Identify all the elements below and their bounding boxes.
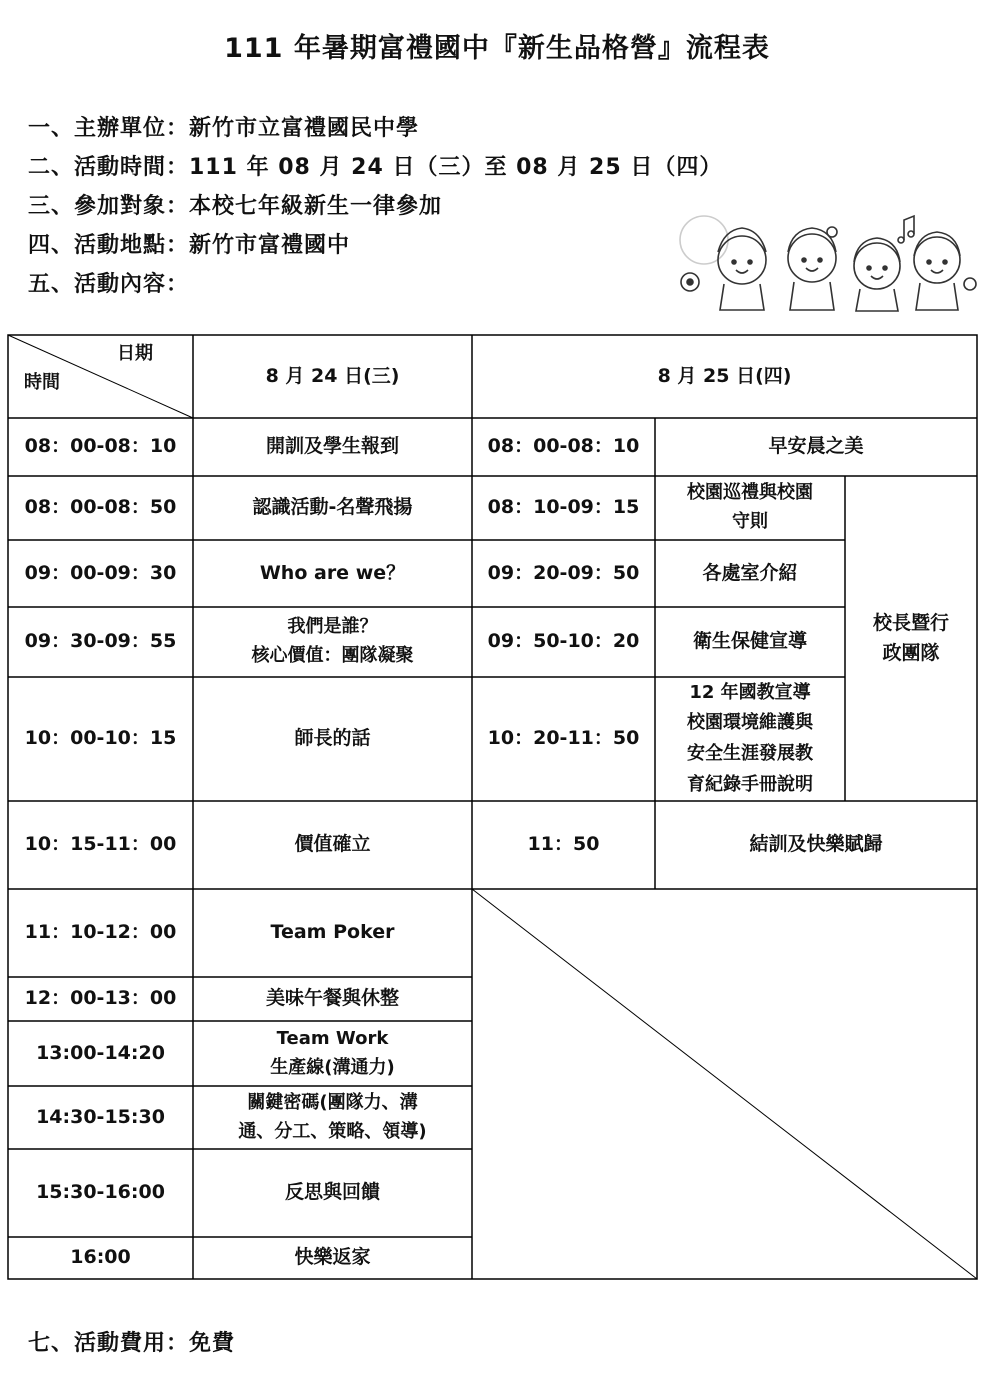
day2-activity: 各處室介紹 (702, 561, 798, 584)
day1-time: 11：10-12：00 (24, 921, 177, 944)
day1-time: 15:30-16:00 (36, 1181, 165, 1204)
day2-activity (655, 677, 845, 801)
info-organizer: 一、主辦單位：新竹市立富禮國民中學 (28, 116, 420, 141)
day2-time: 08：00-08：10 (487, 435, 640, 458)
info-participants: 三、參加對象：本校七年級新生一律參加 (28, 194, 443, 219)
info-date: 二、活動時間：111 年 08 月 24 日（三）至 08 月 25 日（四） (28, 155, 723, 180)
day2-time: 10：20-11：50 (487, 727, 640, 750)
activity-line: 安全生涯發展教 (687, 743, 813, 764)
day2-header: 8 月 25 日(四) (657, 364, 792, 387)
activity-line: 校園巡禮與校園 (687, 482, 813, 504)
activity-line: Team Work (276, 1027, 389, 1049)
day1-time: 12：00-13：00 (24, 987, 177, 1010)
day1-activity: 快樂返家 (294, 1246, 371, 1269)
host-line: 政團隊 (882, 641, 940, 664)
day2-activity: 早安晨之美 (768, 435, 864, 458)
activity-line: 生產線(溝通力) (270, 1056, 395, 1078)
activity-line: 關鍵密碼(團隊力、溝 (247, 1091, 418, 1113)
day1-time: 10：00-10：15 (24, 727, 177, 750)
activity-line: 校園環境維護與 (687, 712, 813, 734)
corner-time-label: 時間 (24, 372, 60, 394)
day2-activity: 結訓及快樂賦歸 (749, 833, 883, 856)
activity-line: 守則 (732, 511, 768, 532)
info-fee: 七、活動費用：免費 (28, 1331, 236, 1356)
day1-activity: 價值確立 (294, 833, 371, 856)
day1-activity (193, 1021, 472, 1086)
day2-time: 09：20-09：50 (487, 561, 640, 584)
day1-activity: 反思與回饋 (284, 1181, 380, 1204)
host-team-cell (845, 476, 977, 801)
day1-time: 09：00-09：30 (24, 561, 177, 584)
day1-activity (193, 1086, 472, 1149)
page-title: 111 年暑期富禮國中『新生品格營』流程表 (224, 33, 770, 64)
host-line: 校長暨行 (872, 612, 949, 635)
day2-time: 11：50 (527, 833, 600, 856)
activity-line: 育紀錄手冊說明 (687, 773, 813, 795)
day2-time: 09：50-10：20 (487, 630, 640, 653)
day2-activity (655, 476, 845, 540)
corner-date-label: 日期 (117, 343, 153, 365)
day1-time: 08：00-08：50 (24, 496, 177, 519)
day1-activity (193, 607, 472, 677)
day1-time: 09：30-09：55 (24, 630, 177, 653)
day2-time: 08：10-09：15 (487, 496, 640, 519)
activity-line: 12 年國教宣導 (689, 681, 811, 703)
info-location: 四、活動地點：新竹市富禮國中 (28, 233, 351, 258)
day1-time: 13:00-14:20 (36, 1041, 165, 1064)
day1-activity: 認識活動-名聲飛揚 (252, 496, 413, 519)
day1-activity: 開訓及學生報到 (265, 435, 399, 458)
day1-time: 08：00-08：10 (24, 435, 177, 458)
day1-time: 16:00 (70, 1246, 131, 1269)
day2-activity: 衛生保健宣導 (692, 630, 807, 653)
day1-activity: 美味午餐與休整 (265, 987, 399, 1010)
day1-activity: Team Poker (270, 921, 395, 944)
day1-time: 14:30-15:30 (36, 1105, 165, 1128)
activity-line: 我們是誰？ (287, 616, 378, 638)
day1-activity: Who are we？ (259, 561, 406, 584)
day1-header: 8 月 24 日(三) (265, 364, 400, 387)
activity-line: 通、分工、策略、領導) (238, 1120, 427, 1142)
day1-time: 10：15-11：00 (24, 833, 177, 856)
activity-line: 核心價值：團隊凝聚 (251, 645, 414, 666)
day1-activity: 師長的話 (294, 727, 371, 750)
info-content: 五、活動內容： (28, 272, 190, 297)
children-illustration (672, 212, 982, 312)
